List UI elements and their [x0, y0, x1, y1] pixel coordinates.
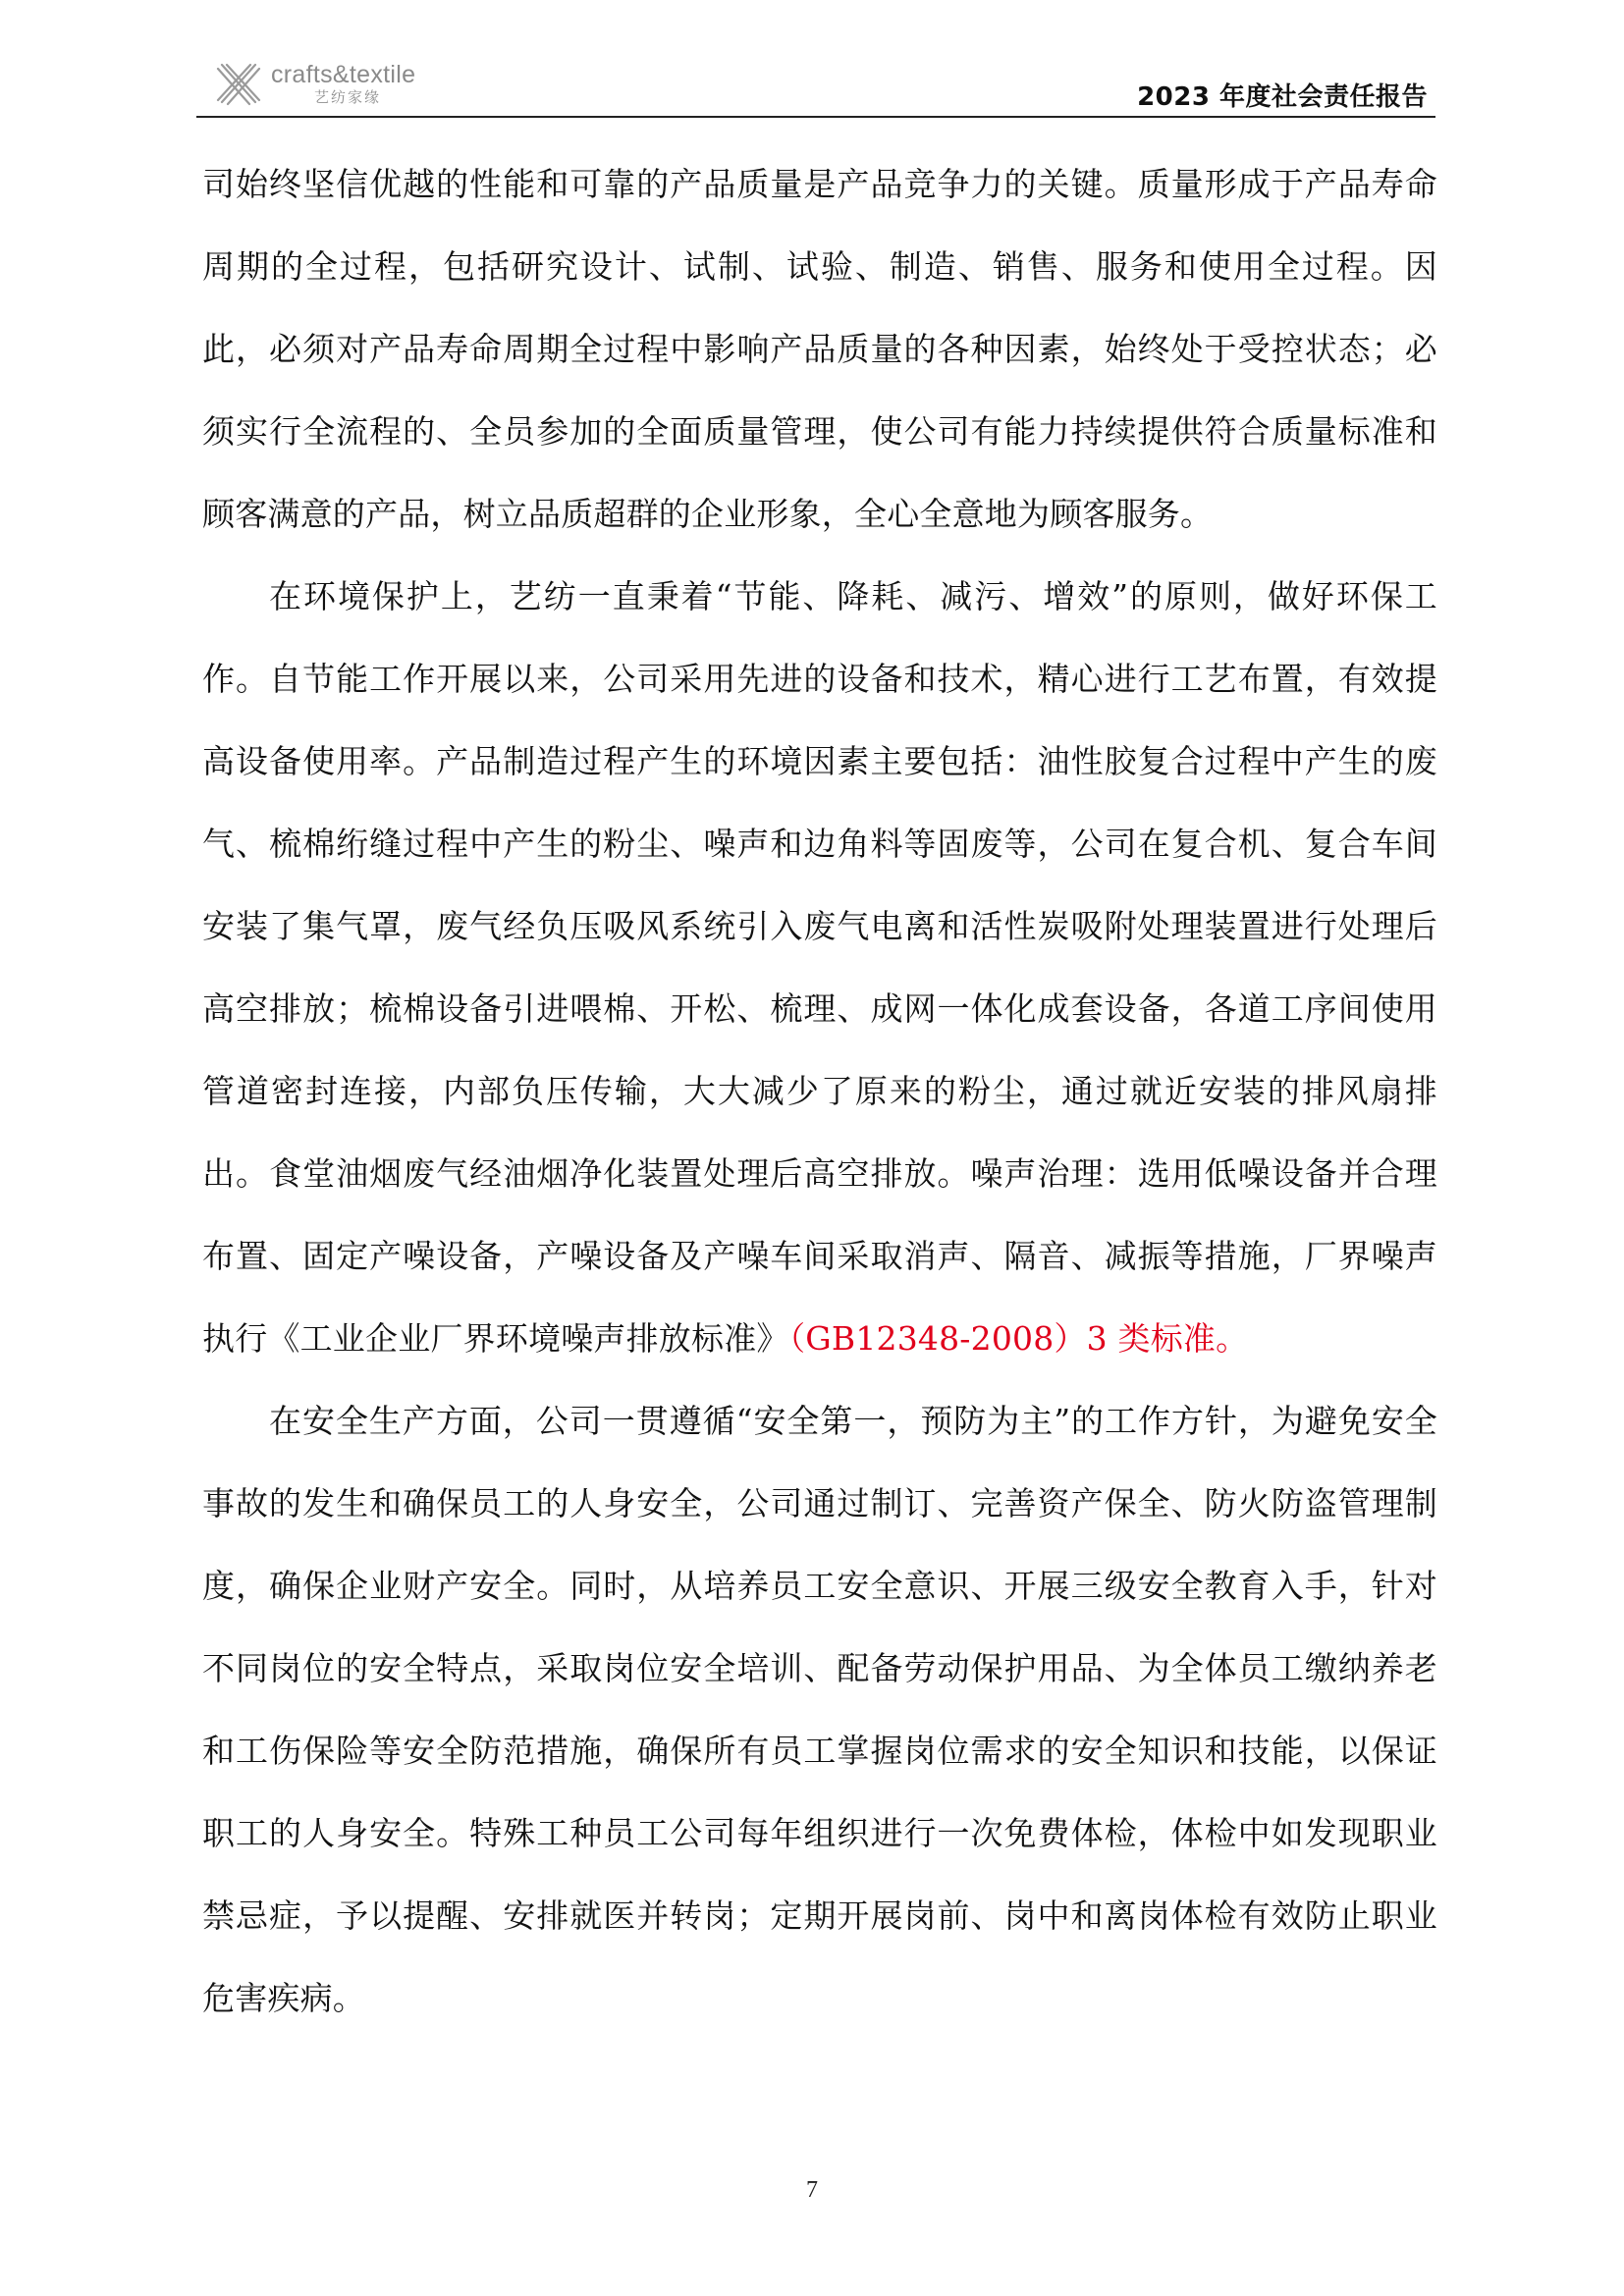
document-body: [202, 143, 1437, 2040]
noise-standard-highlight: （GB12348-2008）3 类标准。: [788, 1319, 1249, 1358]
page-number: 7: [806, 2177, 818, 2203]
page-header: [196, 51, 1435, 118]
crossed-strands-icon: [214, 59, 263, 108]
paragraph-safety: 在安全生产方面，公司一贯遵循“安全第一，预防为主”的工作方针，为避免安全事故的发生和确保员工的人身安全，公司通过制订、完善资产保全、防火防盗管理制度，确保企业财产安全。同时，从培养员工安全意识、开展三级安全教育入手，针对不同岗位的安全特点，采取岗位安全培训、配备劳动保护用品、为全体员工缴纳养老和工伤保险等安全防范措施，确保所有员工掌握岗位需求的安全知识和技能，以保证职工的人身安全。特殊工种员工公司每年组织进行一次免费体检，体检中如发现职业禁忌症，予以提醒、安排就医并转岗；定期开展岗前、岗中和离岗体检有效防止职业危害疾病。: [202, 1402, 1437, 2017]
logo-chinese-text: 艺纺家缘: [314, 87, 382, 106]
paragraph-quality: 司始终坚信优越的性能和可靠的产品质量是产品竞争力的关键。质量形成于产品寿命周期的全过程，包括研究设计、试制、试验、制造、销售、服务和使用全过程。因此，必须对产品寿命周期全过程中影响产品质量的各种因素，始终处于受控状态；必须实行全流程的、全员参加的全面质量管理，使公司有能力持续提供符合质量标准和顾客满意的产品，树立品质超群的企业形象，全心全意地为顾客服务。: [202, 165, 1437, 533]
report-title: 2023 年度社会责任报告: [1137, 82, 1428, 112]
company-logo: [214, 59, 415, 108]
logo-english-text: crafts&textile: [271, 60, 416, 88]
header-divider: [196, 116, 1435, 118]
paragraph-environment: [202, 556, 1437, 1380]
paragraph-environment-text: 在环境保护上，艺纺一直秉着“节能、降耗、减污、增效”的原则，做好环保工作。自节能工作开展以来，公司采用先进的设备和技术，精心进行工艺布置，有效提高设备使用率。产品制造过程产生的环境因素主要包括：油性胶复合过程中产生的废气、梳棉绗缝过程中产生的粉尘、噪声和边角料等固废等，公司在复合机、复合车间安装了集气罩，废气经负压吸风系统引入废气电离和活性炭吸附处理装置进行处理后高空排放；梳棉设备引进喂棉、开松、梳理、成网一体化成套设备，各道工序间使用管道密封连接，内部负压传输，大大减少了原来的粉尘，通过就近安装的排风扇排出。食堂油烟废气经油烟净化装置处理后高空排放。噪声治理：选用低噪设备并合理布置、固定产噪设备，产噪设备及产噪车间采取消声、隔音、减振等措施，厂界噪声执行《工业企业厂界环境噪声排放标准》: [202, 577, 1437, 1358]
